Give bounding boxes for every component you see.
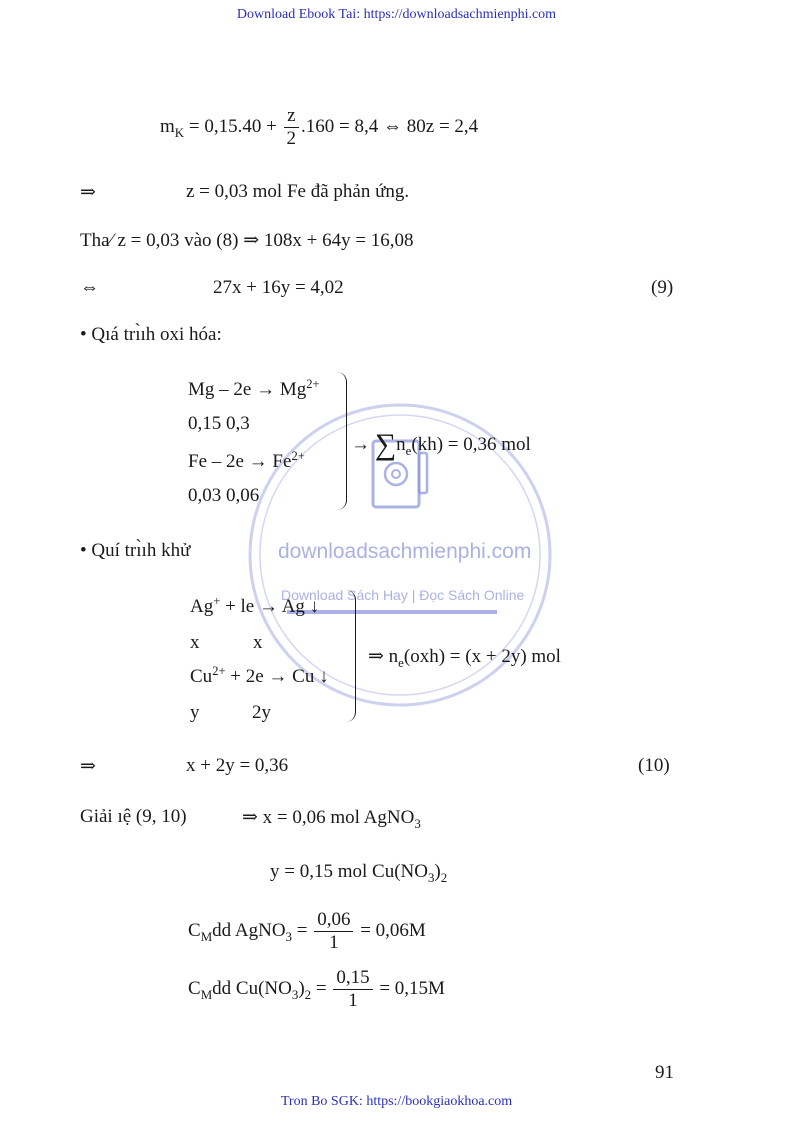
heading-reduction: • Quí trı̀ıh khử [80,540,191,561]
oxi-amounts-mg: 0,15 0,3 [188,413,250,434]
khu-sum: ⇒ $n_e(oxh) = (x + 2y)$ mol [368,646,561,670]
solve-y: y = 0,15 mol $Cu(NO_3)_2$ [270,861,448,885]
label-9: (9) [651,277,674,298]
fraction-z-over-2: $\frac{z}{2}$ [284,106,300,150]
arrow-implies: ⇒ [80,182,96,203]
khu-amount-x1: x [190,632,200,653]
fraction-cuno3: $\frac{0,15}{1}$ [333,968,372,1012]
brace-reduction [346,590,356,722]
line-substitute: Tha⁄ z = 0,03 vào (8) ⇒ 108x + 64y = 16,08 [80,230,414,251]
watermark-site: downloadsachmienphi.com [278,540,532,563]
oxi-sum: → $\sum n_e(kh) = 0,36$ mol [351,428,531,461]
watermark-tagline: Download Sách Hay | Đọc Sách Online [281,587,525,603]
footer-link[interactable]: Tron Bo SGK: https://bookgiaokhoa.com [280,1094,513,1109]
oxi-amounts-fe: 0,03 0,06 [188,485,260,506]
khu-amount-y2: 2y [252,702,271,723]
arrow-implies-2: ⇒ [80,756,96,777]
solve-x: ⇒ x = 0,06 mol AgNO$_3$ [242,807,421,831]
line-z-result: z = 0,03 mol Fe đã phản ứng. [186,181,410,202]
equation-10: x + 2y = 0,36 [186,755,289,776]
khu-reaction-cu: $Cu^{2+} + 2e \to Cu$ ↓ [190,664,329,687]
khu-reaction-ag: Ag+ + le → Ag ↓ [190,594,320,617]
label-10: (10) [638,755,670,776]
solve-label: Giải ıệ (9, 10) [80,806,187,827]
fraction-agno3: $\frac{0,06}{1}$ [314,910,353,954]
equation-9: 27x + 16y = 4,02 [213,277,344,298]
page-number: 91 [655,1062,674,1083]
heading-oxidation: • Qıá trı̀ıh oxi hóa: [80,324,222,345]
arrow-equiv: ⇔ [80,277,99,298]
concentration-agno3: $C_Mdd$ AgNO$_3$ = $\frac{0,06}{1}$ = 0,06M [188,909,426,953]
oxi-reaction-mg: $Mg - 2e \to Mg^{2+}$ [188,377,320,400]
equation-mk: $m_K = 0,15.40$ + $\frac{z}{2}$ .160 = 8,4 ⇔ 80z = 2,4 [160,105,479,149]
brace-oxidation [337,372,347,510]
oxi-reaction-fe: $Fe - 2e \to Fe^{2+}$ [188,449,305,472]
concentration-cuno3: $C_Mdd$ $Cu(NO_3)_2$ = $\frac{0,15}{1}$ = 0,15M [188,967,445,1011]
header-link[interactable]: Download Ebook Tai: https://downloadsachmienphi.com [236,7,557,22]
khu-amount-x2: x [253,632,263,653]
khu-amount-y1: y [190,702,200,723]
